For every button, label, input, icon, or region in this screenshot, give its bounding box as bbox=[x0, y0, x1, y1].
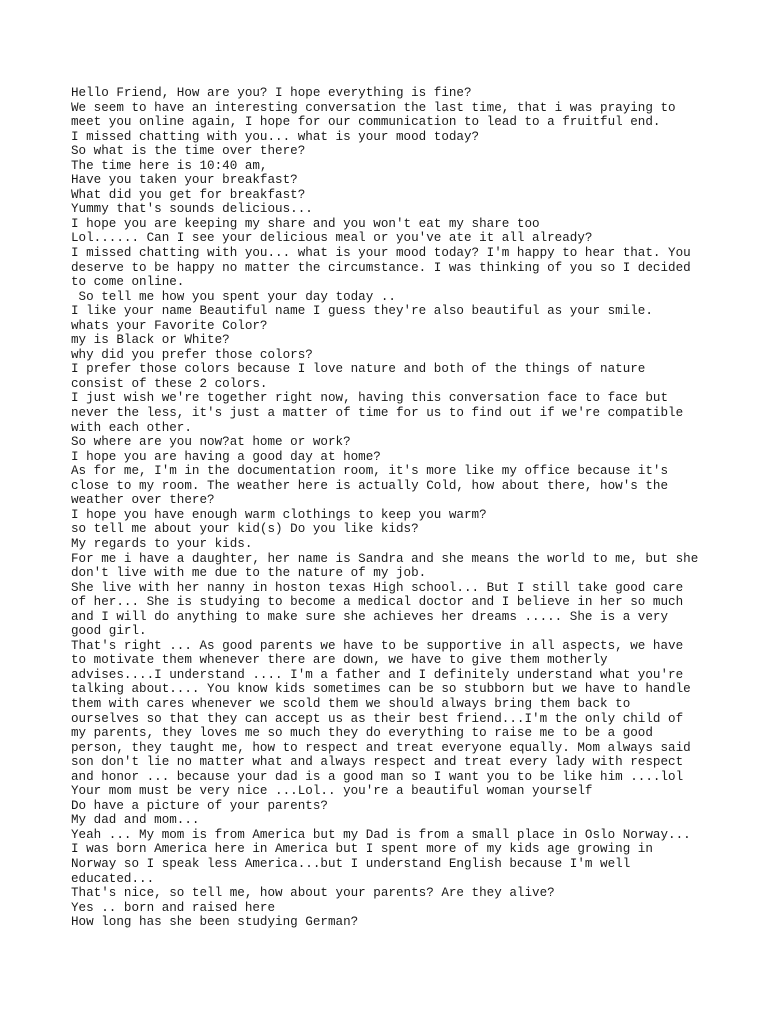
document-line: to motivate them whenever there are down, we have to give them motherly bbox=[71, 653, 608, 668]
document-line: why did you prefer those colors? bbox=[71, 347, 313, 362]
document-line: Yummy that's sounds delicious... bbox=[71, 202, 313, 217]
document-line: I hope you have enough warm clothings to keep you warm? bbox=[71, 507, 487, 522]
document-line: Lol...... Can I see your delicious meal or you've ate it all already? bbox=[71, 231, 593, 246]
document-line: Norway so I speak less America...but I understand English because I'm well bbox=[71, 856, 631, 871]
document-line: with each other. bbox=[71, 420, 192, 435]
document-body bbox=[71, 86, 761, 930]
document-line: As for me, I'm in the documentation room, it's more like my office because it's bbox=[71, 464, 669, 479]
document-line: person, they taught me, how to respect and treat everyone equally. Mom always said bbox=[71, 740, 691, 755]
document-line: advises....I understand .... I'm a father and I definitely understand what you're bbox=[71, 667, 684, 682]
document-line: I missed chatting with you... what is your mood today? bbox=[71, 129, 480, 144]
document-line: Hello Friend, How are you? I hope everything is fine? bbox=[71, 86, 472, 100]
document-line: of her... She is studying to become a medical doctor and I believe in her so much bbox=[71, 595, 684, 610]
document-line: I prefer those colors because I love nature and both of the things of nature bbox=[71, 362, 646, 377]
document-line: so tell me about your kid(s) Do you like kids? bbox=[71, 522, 419, 537]
document-line: never the less, it's just a matter of time for us to find out if we're compatible bbox=[71, 406, 684, 421]
document-line: So tell me how you spent your day today .. bbox=[71, 289, 396, 304]
document-line: I was born America here in America but I spent more of my kids age growing in bbox=[71, 842, 653, 857]
document-line: talking about.... You know kids sometimes can be so stubborn but we have to handle bbox=[71, 682, 691, 697]
document-line: I hope you are keeping my share and you won't eat my share too bbox=[71, 216, 540, 231]
document-line: ourselves so that they can accept us as their best friend...I'm the only child of bbox=[71, 711, 684, 726]
document-line: What did you get for breakfast? bbox=[71, 187, 306, 202]
document-line: and honor ... because your dad is a good man so I want you to be like him ....lol bbox=[71, 769, 684, 784]
document-line: educated... bbox=[71, 871, 155, 886]
document-line: That's nice, so tell me, how about your parents? Are they alive? bbox=[71, 886, 555, 901]
document-line: them with cares whenever we scold them we should always bring them back to bbox=[71, 696, 631, 711]
document-line: My dad and mom... bbox=[71, 813, 200, 828]
document-line: We seem to have an interesting conversation the last time, that i was praying to bbox=[71, 100, 676, 115]
document-line: Have you taken your breakfast? bbox=[71, 173, 298, 188]
document-line: My regards to your kids. bbox=[71, 536, 253, 551]
document-line: deserve to be happy no matter the circumstance. I was thinking of you so I decided bbox=[71, 260, 691, 275]
document-line: to come online. bbox=[71, 275, 185, 290]
document-line: That's right ... As good parents we have to be supportive in all aspects, we have bbox=[71, 638, 684, 653]
document-line: She live with her nanny in hoston texas High school... But I still take good care bbox=[71, 580, 684, 595]
document-line: don't live with me due to the nature of my job. bbox=[71, 566, 427, 581]
document-line: Yes .. born and raised here bbox=[71, 900, 276, 915]
document-line: my parents, they loves me so much they do everything to raise me to be a good bbox=[71, 726, 653, 741]
document-line: weather over there? bbox=[71, 493, 215, 508]
document-line: Your mom must be very nice ...Lol.. you're a beautiful woman yourself bbox=[71, 784, 593, 799]
document-line: and I will do anything to make sure she achieves her dreams ..... She is a very bbox=[71, 609, 669, 624]
document-line: I missed chatting with you... what is your mood today? I'm happy to hear that. You bbox=[71, 246, 691, 261]
document-line: For me i have a daughter, her name is Sandra and she means the world to me, but she bbox=[71, 551, 699, 566]
document-line: How long has she been studying German? bbox=[71, 915, 359, 930]
document-line: Do have a picture of your parents? bbox=[71, 798, 328, 813]
document-line: consist of these 2 colors. bbox=[71, 376, 268, 391]
document-line: Yeah ... My mom is from America but my Dad is from a small place in Oslo Norway... bbox=[71, 827, 691, 842]
document-line: whats your Favorite Color? bbox=[71, 318, 268, 333]
document-line: good girl. bbox=[71, 624, 147, 639]
document-line: The time here is 10:40 am, bbox=[71, 158, 268, 173]
document-line: So where are you now?at home or work? bbox=[71, 435, 351, 450]
document-line: I hope you are having a good day at home? bbox=[71, 449, 381, 464]
document-line: son don't lie no matter what and always respect and treat every lady with respect bbox=[71, 755, 684, 770]
document-line: meet you online again, I hope for our communication to lead to a fruitful end. bbox=[71, 115, 661, 130]
document-line: So what is the time over there? bbox=[71, 144, 306, 159]
document-line: my is Black or White? bbox=[71, 333, 230, 348]
document-line: I just wish we're together right now, having this conversation face to face but bbox=[71, 391, 669, 406]
document-line: I like your name Beautiful name I guess they're also beautiful as your smile. bbox=[71, 304, 653, 319]
document-line: close to my room. The weather here is actually Cold, how about there, how's the bbox=[71, 478, 669, 493]
